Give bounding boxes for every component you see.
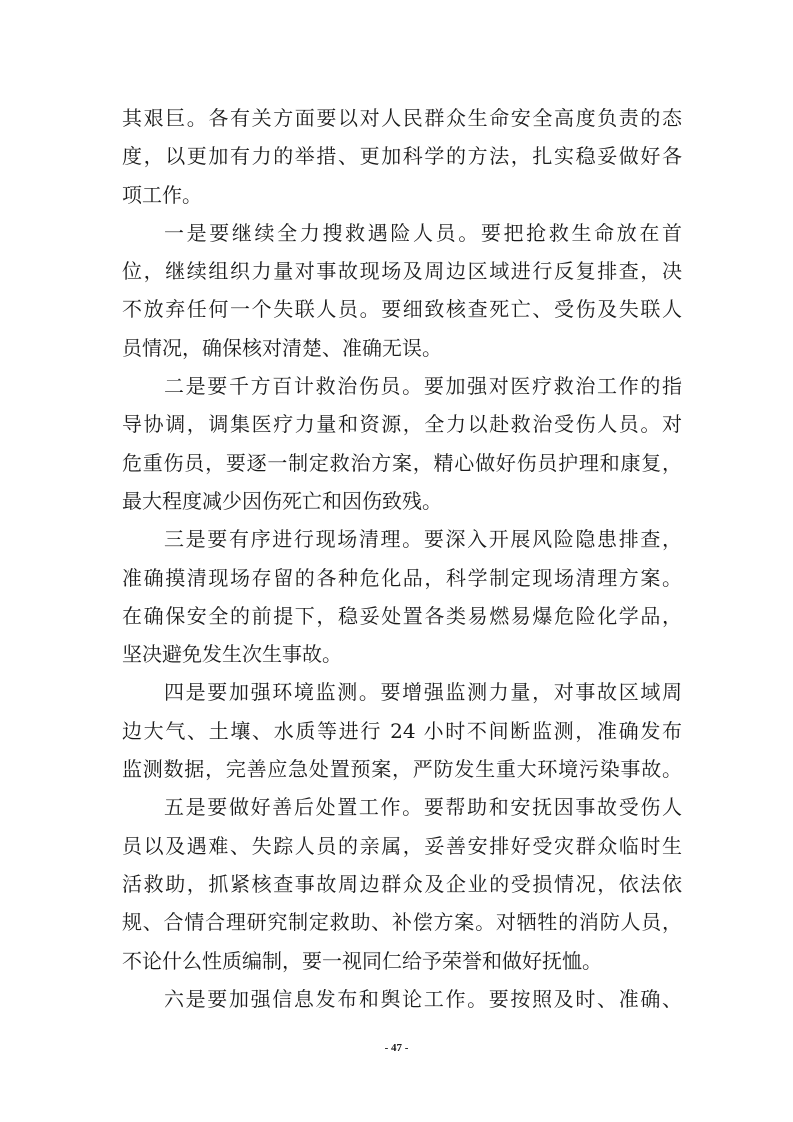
text-line: 不放弃任何一个失联人员。要细致核查死亡、受伤及失联人 xyxy=(122,297,682,322)
text-line: 导协调，调集医疗力量和资源，全力以赴救治受伤人员。对 xyxy=(122,412,682,437)
text-line: 不论什么性质编制，要一视同仁给予荣誉和做好抚恤。 xyxy=(122,948,602,973)
text-line: 三是要有序进行现场清理。要深入开展风险隐患排查， xyxy=(164,527,682,552)
text-line: 度，以更加有力的举措、更加科学的方法，扎实稳妥做好各 xyxy=(122,144,682,169)
text-line: 边大气、土壤、水质等进行 24 小时不间断监测，准确发布 xyxy=(122,718,682,743)
text-line: 一是要继续全力搜救遇险人员。要把抢救生命放在首 xyxy=(164,220,682,245)
text-line: 规、合情合理研究制定救助、补偿方案。对牺牲的消防人员， xyxy=(122,910,682,935)
text-line: 活救助，抓紧核查事故周边群众及企业的受损情况，依法依 xyxy=(122,871,682,896)
text-line: 其艰巨。各有关方面要以对人民群众生命安全高度负责的态 xyxy=(122,106,682,130)
text-line: 项工作。 xyxy=(122,182,202,207)
body-text xyxy=(122,99,682,1018)
text-line: 监测数据，完善应急处置预案，严防发生重大环境污染事故。 xyxy=(122,757,682,782)
text-line: 二是要千方百计救治伤员。要加强对医疗救治工作的指 xyxy=(164,374,682,399)
text-line: 员以及遇难、失踪人员的亲属，妥善安排好受灾群众临时生 xyxy=(122,833,682,858)
text-line: 准确摸清现场存留的各种危化品，科学制定现场清理方案。 xyxy=(122,565,682,590)
text-line: 员情况，确保核对清楚、准确无误。 xyxy=(122,335,442,360)
text-line: 危重伤员，要逐一制定救治方案，精心做好伤员护理和康复， xyxy=(122,450,682,475)
text-line: 位，继续组织力量对事故现场及周边区域进行反复排查，决 xyxy=(122,259,682,284)
page-number: - 47 - xyxy=(384,1042,409,1054)
text-line: 最大程度减少因伤死亡和因伤致残。 xyxy=(122,488,442,513)
text-line: 四是要加强环境监测。要增强监测力量，对事故区域周 xyxy=(164,680,682,705)
text-line: 坚决避免发生次生事故。 xyxy=(122,642,342,667)
text-line: 在确保安全的前提下，稳妥处置各类易燃易爆危险化学品， xyxy=(122,603,682,628)
text-line: 六是要加强信息发布和舆论工作。要按照及时、准确、 xyxy=(164,986,682,1011)
text-line: 五是要做好善后处置工作。要帮助和安抚因事故受伤人 xyxy=(164,795,682,820)
